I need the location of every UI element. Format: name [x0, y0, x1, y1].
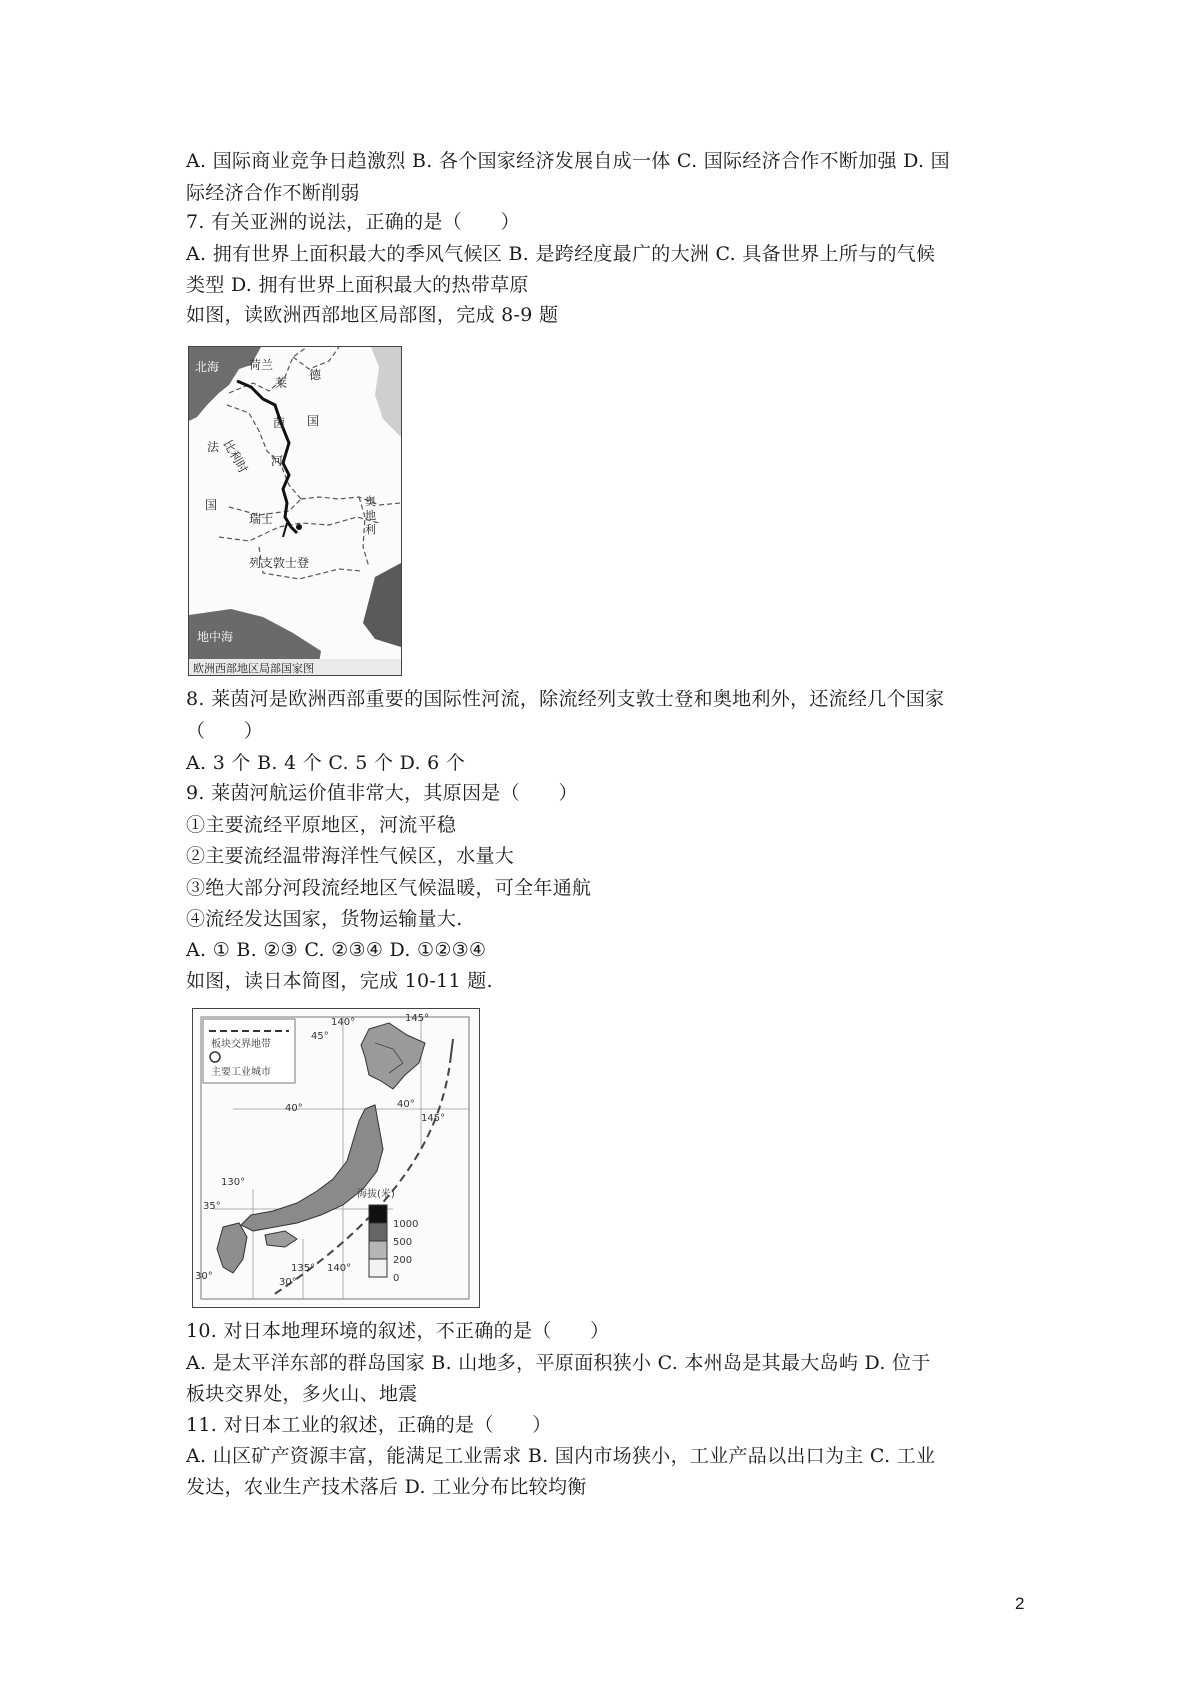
q9-item-4: ④流经发达国家，货物运输量大. [186, 908, 463, 930]
europe-map-figure [188, 346, 402, 676]
coord-35: 35° [203, 1201, 221, 1212]
label-mediterranean: 地中海 [197, 630, 234, 644]
coord-130: 130° [221, 1177, 246, 1188]
q10-options-line-1: A. 是太平洋东部的群岛国家 B. 山地多，平原面积狭小 C. 本州岛是其最大岛屿 D. 位于 [186, 1352, 931, 1374]
q8-stem-line-2: （ ） [186, 720, 264, 742]
coord-140-bottom: 140° [327, 1263, 352, 1274]
japan-map [193, 1009, 479, 1307]
coord-145-right: 145° [421, 1113, 446, 1124]
q8-options: A. 3 个 B. 4 个 C. 5 个 D. 6 个 [186, 752, 466, 774]
label-germany-2: 国 [307, 414, 320, 428]
legend-boundary-label: 板块交界地带 [211, 1039, 271, 1050]
label-switzerland: 瑞士 [249, 512, 274, 526]
europe-map [189, 347, 401, 675]
q6-options-line-1: A. 国际商业竞争日趋激烈 B. 各个国家经济发展自成一体 C. 国际经济合作不断加强 D. 国 [186, 150, 950, 172]
coord-140: 140° [331, 1017, 356, 1028]
coord-40-left: 40° [285, 1103, 303, 1114]
elevation-0: 0 [393, 1273, 400, 1284]
q9-item-2: ②主要流经温带海洋性气候区，水量大 [186, 845, 515, 867]
label-france-2: 国 [205, 498, 218, 512]
q9-item-3: ③绝大部分河段流经地区气候温暖，可全年通航 [186, 877, 592, 899]
coord-30-bottom: 30° [279, 1277, 297, 1288]
label-rhine-2: 茵 [273, 416, 286, 430]
coord-145-top: 145° [405, 1013, 430, 1024]
label-rhine-1: 莱 [275, 376, 288, 390]
q11-options-line-1: A. 山区矿产资源丰富，能满足工业需求 B. 国内市场狭小，工业产品以出口为主 C. 工业 [186, 1445, 936, 1467]
q9-options: A. ① B. ②③ C. ②③④ D. ①②③④ [186, 939, 487, 961]
label-austria-3: 利 [365, 523, 376, 536]
q7-options-line-1: A. 拥有世界上面积最大的季风气候区 B. 是跨经度最广的大洲 C. 具备世界上所与的气候 [186, 243, 936, 265]
q11-stem: 11. 对日本工业的叙述，正确的是（ ） [186, 1414, 552, 1436]
q9-stem: 9. 莱茵河航运价值非常大，其原因是（ ） [186, 782, 578, 804]
label-north-sea: 北海 [195, 360, 220, 374]
map1-intro: 如图，读欧洲西部地区局部图，完成 8-9 题 [186, 304, 559, 326]
q8-stem-line-1: 8. 莱茵河是欧洲西部重要的国际性河流，除流经列支敦士登和奥地利外，还流经几个国家 [186, 688, 945, 710]
japan-map-figure [192, 1008, 480, 1308]
page-number: 2 [1015, 1594, 1025, 1613]
label-belgium: 比利时 [220, 437, 251, 476]
elevation-title: 海拔(米) [357, 1189, 395, 1200]
map2-intro: 如图，读日本简图，完成 10-11 题. [186, 970, 493, 992]
label-liechtenstein: 列支敦士登 [249, 556, 310, 570]
q6-options-line-2: 际经济合作不断削弱 [186, 182, 360, 204]
label-rhine-3: 河 [271, 454, 284, 468]
q10-stem: 10. 对日本地理环境的叙述，不正确的是（ ） [186, 1320, 610, 1342]
label-austria-1: 奥 [365, 495, 376, 508]
coord-30-left: 30° [195, 1271, 213, 1282]
elevation-200: 200 [393, 1255, 413, 1266]
q10-options-line-2: 板块交界处，多火山、地震 [186, 1383, 418, 1405]
map1-caption: 欧洲西部地区局部国家图 [193, 662, 314, 675]
coord-40-right: 40° [397, 1099, 415, 1110]
q7-options-line-2: 类型 D. 拥有世界上面积最大的热带草原 [186, 274, 529, 296]
q7-stem: 7. 有关亚洲的说法，正确的是（ ） [186, 211, 520, 233]
label-austria-2: 地 [365, 509, 376, 522]
label-france-1: 法 [207, 440, 220, 454]
label-germany-1: 德 [309, 368, 322, 382]
coord-135: 135° [291, 1263, 316, 1274]
q9-item-1: ①主要流经平原地区，河流平稳 [186, 814, 457, 836]
q11-options-line-2: 发达，农业生产技术落后 D. 工业分布比较均衡 [186, 1476, 587, 1498]
label-netherlands: 荷兰 [249, 358, 274, 372]
legend-city-label: 主要工业城市 [211, 1067, 271, 1078]
elevation-500: 500 [393, 1237, 413, 1248]
elevation-1000: 1000 [393, 1219, 419, 1230]
coord-45: 45° [311, 1031, 329, 1042]
